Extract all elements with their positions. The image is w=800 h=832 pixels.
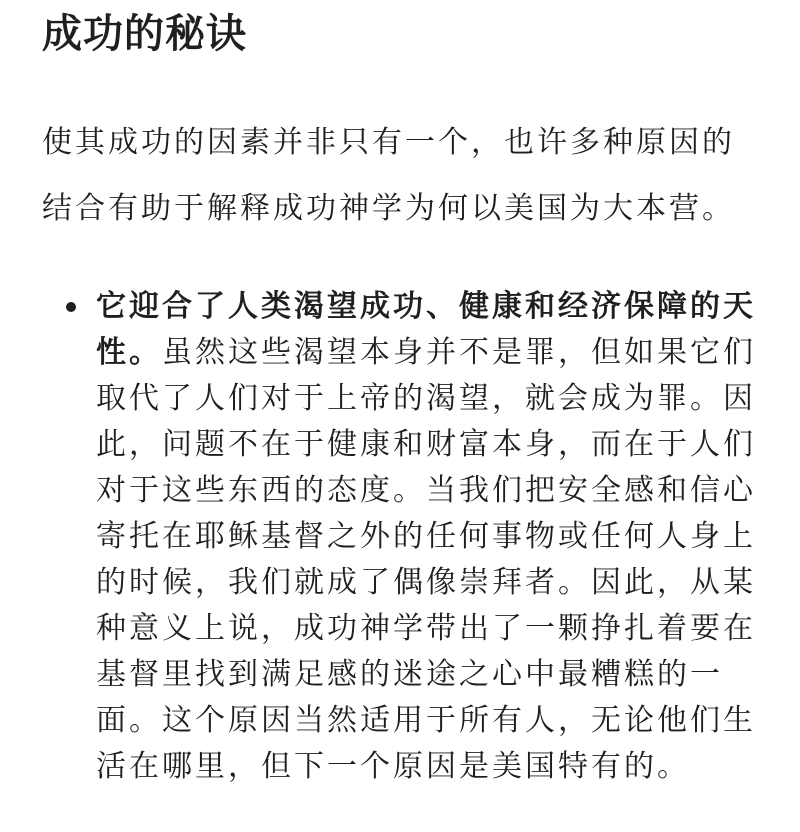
list-item <box>96 284 760 790</box>
intro-paragraph: 使其成功的因素并非只有一个，也许多种原因的结合有助于解释成功神学为何以美国为大本营。 <box>42 125 735 226</box>
bullet-body-text: 虽然这些渴望本身并不是罪，但如果它们取代了人们对于上帝的渴望，就会成为罪。因此，问题不在于健康和财富本身，而在于人们对于这些东西的态度。当我们把安全感和信心寄托在耶稣基督之外的任何事物或任何人身上的时候，我们就成了偶像崇拜者。因此，从某种意义上说，成功神学带出了一颗挣扎着要在基督里找到满足感的迷途之心中最糟糕的一面。这个原因当然适用于所有人，无论他们生活在哪里，但下一个原因是美国特有的。 <box>96 335 756 784</box>
bullet-list <box>42 284 760 790</box>
bullet-dot-icon <box>66 302 76 312</box>
article-title: 成功的秘诀 <box>42 11 247 57</box>
bullet-lead-text: 它迎合了人类渴望成功、健康和经济保障的天性。 <box>96 289 756 370</box>
